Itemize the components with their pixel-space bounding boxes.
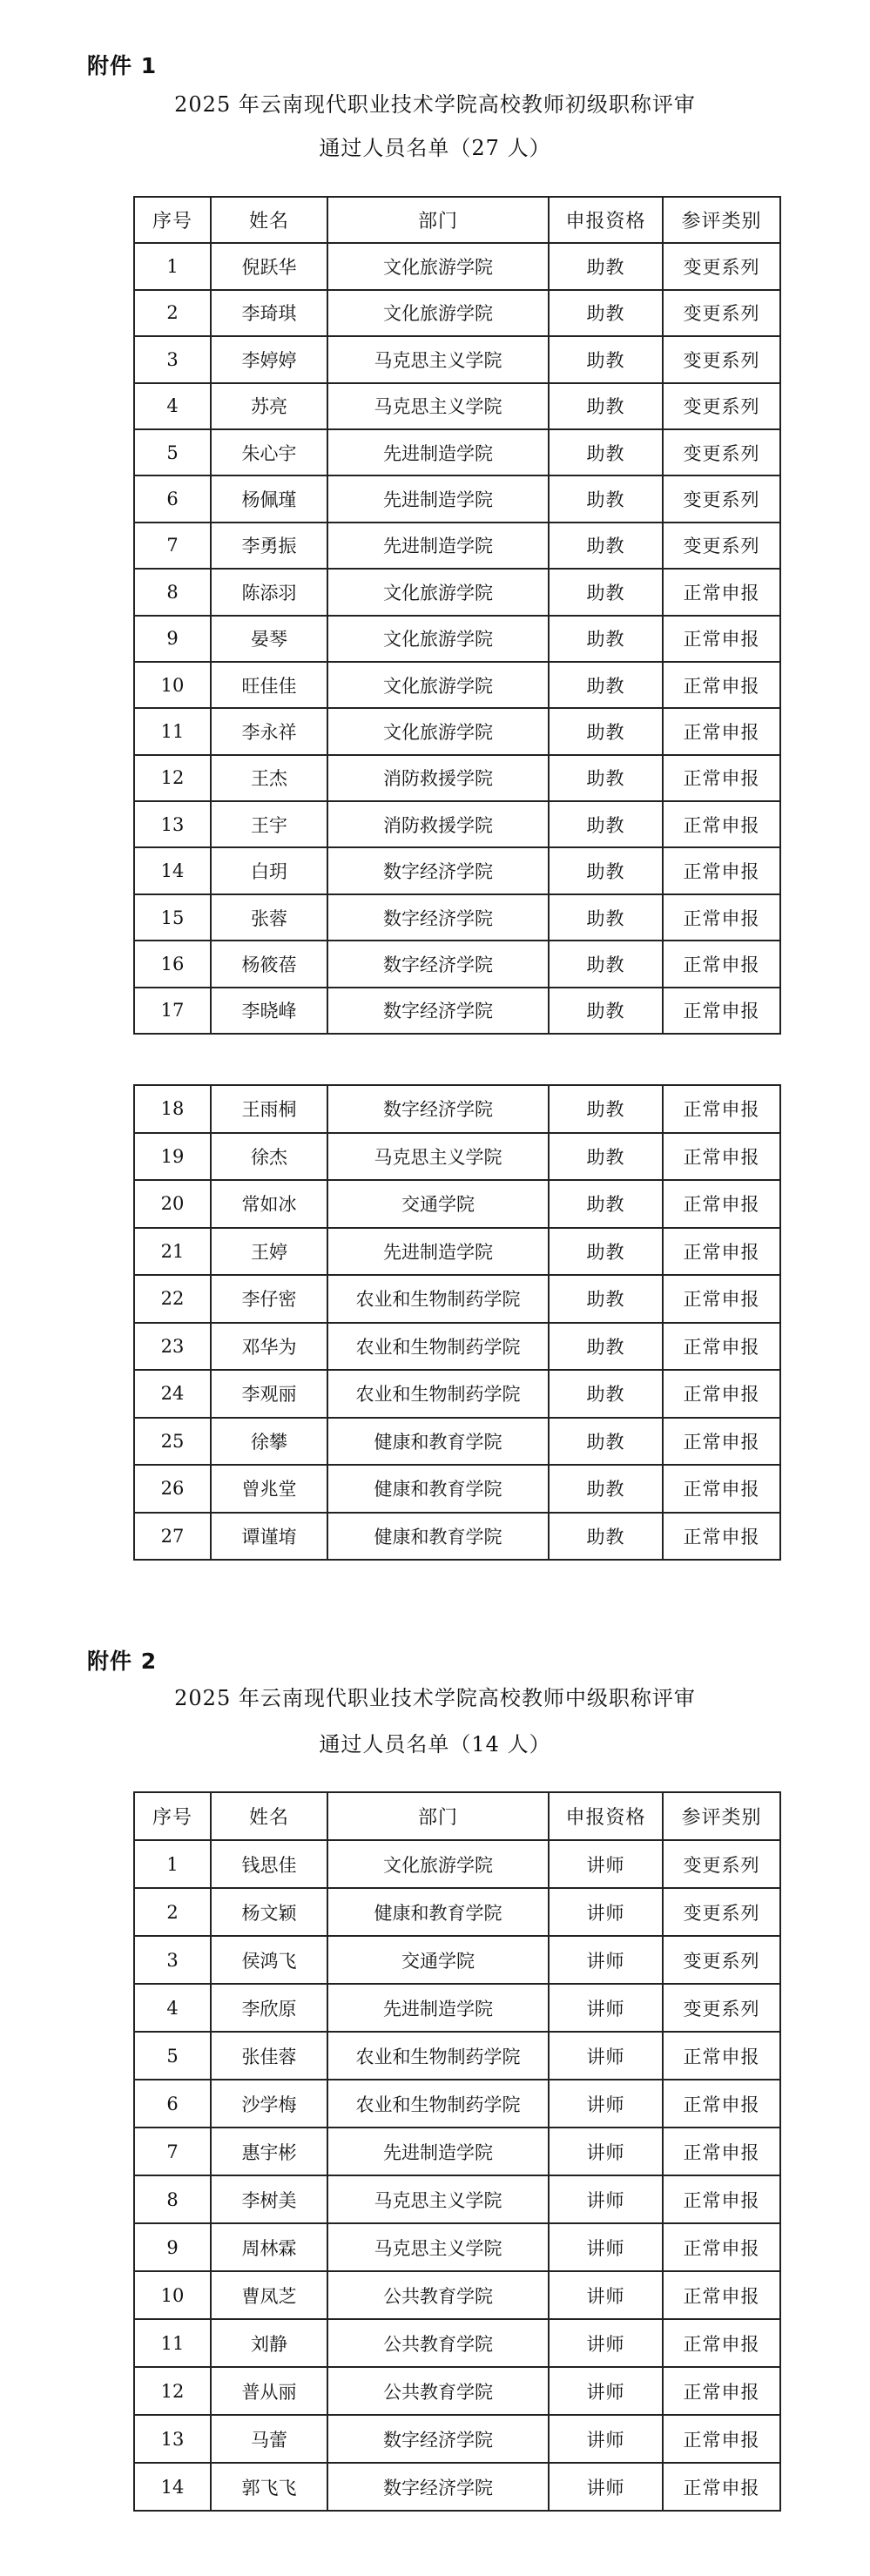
table-row	[134, 2080, 780, 2128]
cell-seq: 8	[134, 2175, 211, 2223]
cell-dept: 马克思主义学院	[327, 1133, 549, 1181]
table-row	[134, 1513, 780, 1561]
cell-name: 王婷	[211, 1228, 327, 1276]
cell-cat: 正常申报	[663, 941, 780, 987]
cell-dept: 健康和教育学院	[327, 1513, 549, 1561]
table-row	[134, 1228, 780, 1276]
cell-dept: 农业和生物制药学院	[327, 2080, 549, 2128]
cell-dept: 数字经济学院	[327, 2463, 549, 2511]
cell-dept: 文化旅游学院	[327, 662, 549, 708]
cell-dept: 农业和生物制药学院	[327, 2032, 549, 2080]
cell-cat: 正常申报	[663, 2128, 780, 2175]
cell-dept: 文化旅游学院	[327, 708, 549, 754]
cell-cat: 正常申报	[663, 1370, 780, 1418]
cell-qual: 讲师	[549, 2415, 663, 2463]
cell-seq: 7	[134, 523, 211, 569]
cell-name: 李观丽	[211, 1370, 327, 1418]
cell-cat: 正常申报	[663, 2319, 780, 2367]
cell-seq: 2	[134, 290, 211, 336]
table-row	[134, 1418, 780, 1466]
cell-seq: 11	[134, 2319, 211, 2367]
cell-name: 侯鸿飞	[211, 1936, 327, 1984]
cell-cat: 正常申报	[663, 988, 780, 1034]
cell-dept: 文化旅游学院	[327, 616, 549, 662]
table-row	[134, 847, 780, 894]
cell-cat: 正常申报	[663, 2080, 780, 2128]
cell-name: 倪跃华	[211, 243, 327, 289]
header-name: 姓名	[211, 1792, 327, 1840]
cell-seq: 22	[134, 1275, 211, 1323]
cell-seq: 4	[134, 383, 211, 429]
cell-name: 李仔密	[211, 1275, 327, 1323]
cell-name: 李婷婷	[211, 336, 327, 382]
table-row	[134, 662, 780, 708]
table-row	[134, 941, 780, 987]
cell-seq: 21	[134, 1228, 211, 1276]
cell-seq: 14	[134, 847, 211, 894]
cell-dept: 先进制造学院	[327, 429, 549, 475]
cell-cat: 变更系列	[663, 475, 780, 522]
cell-seq: 6	[134, 475, 211, 522]
annex1-title-line2: 通过人员名单（27 人）	[319, 136, 551, 160]
cell-name: 李永祥	[211, 708, 327, 754]
cell-qual: 讲师	[549, 2271, 663, 2319]
cell-seq: 9	[134, 2223, 211, 2271]
cell-qual: 助教	[549, 1275, 663, 1323]
cell-cat: 正常申报	[663, 569, 780, 615]
header-dept: 部门	[327, 1792, 549, 1840]
cell-cat: 正常申报	[663, 2271, 780, 2319]
cell-dept: 马克思主义学院	[327, 383, 549, 429]
cell-qual: 助教	[549, 847, 663, 894]
cell-name: 苏亮	[211, 383, 327, 429]
cell-qual: 讲师	[549, 2175, 663, 2223]
table-row	[134, 475, 780, 522]
cell-name: 邓华为	[211, 1323, 327, 1371]
cell-qual: 助教	[549, 1323, 663, 1371]
cell-cat: 变更系列	[663, 1936, 780, 1984]
table-row	[134, 243, 780, 289]
cell-name: 王杰	[211, 755, 327, 801]
cell-qual: 助教	[549, 1418, 663, 1466]
cell-cat: 正常申报	[663, 755, 780, 801]
annex2-table	[133, 1791, 781, 2512]
table-row	[134, 1465, 780, 1513]
table-row	[134, 290, 780, 336]
cell-dept: 消防救援学院	[327, 755, 549, 801]
cell-dept: 数字经济学院	[327, 894, 549, 941]
cell-qual: 讲师	[549, 2128, 663, 2175]
cell-seq: 15	[134, 894, 211, 941]
cell-seq: 9	[134, 616, 211, 662]
cell-qual: 助教	[549, 1370, 663, 1418]
table-row	[134, 801, 780, 847]
cell-dept: 马克思主义学院	[327, 336, 549, 382]
header-cat: 参评类别	[663, 197, 780, 243]
cell-name: 晏琴	[211, 616, 327, 662]
cell-dept: 数字经济学院	[327, 1085, 549, 1133]
cell-dept: 数字经济学院	[327, 941, 549, 987]
cell-dept: 公共教育学院	[327, 2271, 549, 2319]
cell-seq: 16	[134, 941, 211, 987]
table-row	[134, 2463, 780, 2511]
cell-seq: 5	[134, 429, 211, 475]
table-row	[134, 1888, 780, 1936]
table-row	[134, 1275, 780, 1323]
cell-cat: 变更系列	[663, 383, 780, 429]
cell-qual: 讲师	[549, 1840, 663, 1888]
cell-seq: 2	[134, 1888, 211, 1936]
table-row	[134, 2367, 780, 2415]
cell-qual: 助教	[549, 755, 663, 801]
cell-seq: 17	[134, 988, 211, 1034]
cell-dept: 数字经济学院	[327, 847, 549, 894]
cell-seq: 7	[134, 2128, 211, 2175]
annex2-title-line2: 通过人员名单（14 人）	[319, 1732, 551, 1757]
cell-name: 钱思佳	[211, 1840, 327, 1888]
cell-cat: 正常申报	[663, 1085, 780, 1133]
table-row	[134, 2319, 780, 2367]
table-row	[134, 988, 780, 1034]
cell-cat: 正常申报	[663, 1180, 780, 1228]
table-header-row	[134, 197, 780, 243]
cell-seq: 25	[134, 1418, 211, 1466]
table-row	[134, 1180, 780, 1228]
header-dept: 部门	[327, 197, 549, 243]
table-row	[134, 708, 780, 754]
cell-cat: 变更系列	[663, 1984, 780, 2032]
cell-qual: 助教	[549, 1133, 663, 1181]
annex2-title-line1: 2025 年云南现代职业技术学院高校教师中级职称评审	[174, 1686, 696, 1710]
cell-name: 惠宇彬	[211, 2128, 327, 2175]
cell-cat: 正常申报	[663, 2175, 780, 2223]
cell-seq: 27	[134, 1513, 211, 1561]
cell-name: 杨文颖	[211, 1888, 327, 1936]
table-row	[134, 523, 780, 569]
cell-qual: 讲师	[549, 2223, 663, 2271]
cell-qual: 助教	[549, 894, 663, 941]
cell-name: 曹凤芝	[211, 2271, 327, 2319]
cell-seq: 14	[134, 2463, 211, 2511]
cell-dept: 文化旅游学院	[327, 569, 549, 615]
cell-qual: 助教	[549, 523, 663, 569]
cell-qual: 助教	[549, 941, 663, 987]
cell-name: 普从丽	[211, 2367, 327, 2415]
cell-cat: 正常申报	[663, 1418, 780, 1466]
cell-cat: 正常申报	[663, 2463, 780, 2511]
cell-qual: 助教	[549, 569, 663, 615]
cell-qual: 助教	[549, 290, 663, 336]
cell-name: 张蓉	[211, 894, 327, 941]
cell-qual: 助教	[549, 1465, 663, 1513]
cell-dept: 文化旅游学院	[327, 290, 549, 336]
cell-dept: 先进制造学院	[327, 1228, 549, 1276]
cell-qual: 助教	[549, 336, 663, 382]
cell-name: 张佳蓉	[211, 2032, 327, 2080]
cell-seq: 11	[134, 708, 211, 754]
cell-name: 沙学梅	[211, 2080, 327, 2128]
cell-dept: 数字经济学院	[327, 2415, 549, 2463]
cell-seq: 6	[134, 2080, 211, 2128]
cell-cat: 变更系列	[663, 429, 780, 475]
cell-name: 常如冰	[211, 1180, 327, 1228]
cell-qual: 讲师	[549, 2080, 663, 2128]
cell-cat: 正常申报	[663, 1513, 780, 1561]
cell-cat: 变更系列	[663, 1888, 780, 1936]
cell-qual: 讲师	[549, 2032, 663, 2080]
cell-seq: 1	[134, 1840, 211, 1888]
cell-cat: 变更系列	[663, 243, 780, 289]
cell-cat: 正常申报	[663, 801, 780, 847]
cell-dept: 健康和教育学院	[327, 1888, 549, 1936]
header-name: 姓名	[211, 197, 327, 243]
table-row	[134, 755, 780, 801]
cell-qual: 讲师	[549, 2319, 663, 2367]
cell-cat: 正常申报	[663, 2223, 780, 2271]
cell-name: 李树美	[211, 2175, 327, 2223]
cell-seq: 3	[134, 336, 211, 382]
cell-name: 马蕾	[211, 2415, 327, 2463]
cell-name: 曾兆堂	[211, 1465, 327, 1513]
cell-dept: 交通学院	[327, 1936, 549, 1984]
header-seq: 序号	[134, 197, 211, 243]
cell-name: 杨筱蓓	[211, 941, 327, 987]
cell-name: 李勇振	[211, 523, 327, 569]
cell-seq: 10	[134, 2271, 211, 2319]
cell-dept: 先进制造学院	[327, 475, 549, 522]
cell-qual: 讲师	[549, 2367, 663, 2415]
table-row	[134, 1323, 780, 1371]
table-row	[134, 1370, 780, 1418]
cell-dept: 农业和生物制药学院	[327, 1370, 549, 1418]
cell-cat: 正常申报	[663, 2032, 780, 2080]
cell-dept: 马克思主义学院	[327, 2223, 549, 2271]
cell-dept: 先进制造学院	[327, 2128, 549, 2175]
annex1-title-line1: 2025 年云南现代职业技术学院高校教师初级职称评审	[174, 92, 696, 117]
cell-seq: 4	[134, 1984, 211, 2032]
cell-qual: 助教	[549, 1180, 663, 1228]
cell-seq: 10	[134, 662, 211, 708]
cell-dept: 文化旅游学院	[327, 243, 549, 289]
table-row	[134, 1984, 780, 2032]
table-header-row	[134, 1792, 780, 1840]
table-row	[134, 2175, 780, 2223]
table-row	[134, 1936, 780, 1984]
table-row	[134, 1133, 780, 1181]
cell-qual: 讲师	[549, 1936, 663, 1984]
cell-qual: 助教	[549, 475, 663, 522]
table-row	[134, 2032, 780, 2080]
annex1-label: 附件 1	[87, 53, 158, 78]
cell-name: 李晓峰	[211, 988, 327, 1034]
header-cat: 参评类别	[663, 1792, 780, 1840]
table-row	[134, 429, 780, 475]
table-row	[134, 1840, 780, 1888]
cell-seq: 13	[134, 2415, 211, 2463]
cell-seq: 19	[134, 1133, 211, 1181]
cell-cat: 变更系列	[663, 1840, 780, 1888]
table-row	[134, 2271, 780, 2319]
annex1-table-part2	[133, 1084, 781, 1561]
cell-name: 郭飞飞	[211, 2463, 327, 2511]
cell-name: 王雨桐	[211, 1085, 327, 1133]
cell-cat: 正常申报	[663, 1465, 780, 1513]
annex2-label: 附件 2	[87, 1649, 158, 1674]
cell-qual: 助教	[549, 429, 663, 475]
cell-cat: 正常申报	[663, 1323, 780, 1371]
cell-cat: 变更系列	[663, 523, 780, 569]
cell-name: 杨佩瑾	[211, 475, 327, 522]
cell-cat: 变更系列	[663, 336, 780, 382]
cell-dept: 农业和生物制药学院	[327, 1323, 549, 1371]
cell-dept: 健康和教育学院	[327, 1418, 549, 1466]
cell-cat: 正常申报	[663, 616, 780, 662]
cell-dept: 先进制造学院	[327, 1984, 549, 2032]
cell-cat: 正常申报	[663, 1275, 780, 1323]
header-seq: 序号	[134, 1792, 211, 1840]
cell-cat: 正常申报	[663, 847, 780, 894]
cell-name: 周林霖	[211, 2223, 327, 2271]
cell-qual: 讲师	[549, 1984, 663, 2032]
cell-cat: 变更系列	[663, 290, 780, 336]
header-qual: 申报资格	[549, 197, 663, 243]
cell-qual: 助教	[549, 1085, 663, 1133]
table-row	[134, 383, 780, 429]
cell-name: 陈添羽	[211, 569, 327, 615]
cell-dept: 先进制造学院	[327, 523, 549, 569]
cell-seq: 8	[134, 569, 211, 615]
table-row	[134, 1085, 780, 1133]
cell-qual: 助教	[549, 383, 663, 429]
cell-dept: 数字经济学院	[327, 988, 549, 1034]
cell-qual: 助教	[549, 1513, 663, 1561]
cell-seq: 3	[134, 1936, 211, 1984]
cell-seq: 13	[134, 801, 211, 847]
cell-seq: 20	[134, 1180, 211, 1228]
cell-qual: 助教	[549, 662, 663, 708]
cell-cat: 正常申报	[663, 1228, 780, 1276]
cell-qual: 助教	[549, 616, 663, 662]
cell-cat: 正常申报	[663, 2415, 780, 2463]
cell-dept: 农业和生物制药学院	[327, 1275, 549, 1323]
cell-name: 旺佳佳	[211, 662, 327, 708]
cell-dept: 马克思主义学院	[327, 2175, 549, 2223]
table-row	[134, 569, 780, 615]
cell-dept: 公共教育学院	[327, 2367, 549, 2415]
cell-name: 刘静	[211, 2319, 327, 2367]
cell-dept: 健康和教育学院	[327, 1465, 549, 1513]
cell-dept: 交通学院	[327, 1180, 549, 1228]
table-row	[134, 2223, 780, 2271]
table-row	[134, 616, 780, 662]
cell-seq: 26	[134, 1465, 211, 1513]
cell-name: 朱心宇	[211, 429, 327, 475]
cell-qual: 助教	[549, 988, 663, 1034]
cell-qual: 助教	[549, 1228, 663, 1276]
cell-seq: 1	[134, 243, 211, 289]
header-qual: 申报资格	[549, 1792, 663, 1840]
cell-seq: 18	[134, 1085, 211, 1133]
cell-name: 王宇	[211, 801, 327, 847]
cell-name: 李琦琪	[211, 290, 327, 336]
cell-seq: 23	[134, 1323, 211, 1371]
table-row	[134, 336, 780, 382]
table-row	[134, 2128, 780, 2175]
cell-name: 李欣原	[211, 1984, 327, 2032]
cell-name: 白玥	[211, 847, 327, 894]
cell-dept: 消防救援学院	[327, 801, 549, 847]
cell-dept: 公共教育学院	[327, 2319, 549, 2367]
cell-seq: 5	[134, 2032, 211, 2080]
cell-seq: 24	[134, 1370, 211, 1418]
cell-qual: 助教	[549, 708, 663, 754]
cell-qual: 助教	[549, 243, 663, 289]
cell-qual: 讲师	[549, 1888, 663, 1936]
cell-seq: 12	[134, 755, 211, 801]
cell-dept: 文化旅游学院	[327, 1840, 549, 1888]
cell-cat: 正常申报	[663, 708, 780, 754]
cell-cat: 正常申报	[663, 1133, 780, 1181]
cell-qual: 讲师	[549, 2463, 663, 2511]
cell-name: 谭谨堉	[211, 1513, 327, 1561]
table-row	[134, 894, 780, 941]
cell-qual: 助教	[549, 801, 663, 847]
cell-cat: 正常申报	[663, 662, 780, 708]
cell-name: 徐杰	[211, 1133, 327, 1181]
table-row	[134, 2415, 780, 2463]
cell-name: 徐攀	[211, 1418, 327, 1466]
cell-cat: 正常申报	[663, 894, 780, 941]
cell-cat: 正常申报	[663, 2367, 780, 2415]
annex1-table-part1	[133, 196, 781, 1035]
cell-seq: 12	[134, 2367, 211, 2415]
